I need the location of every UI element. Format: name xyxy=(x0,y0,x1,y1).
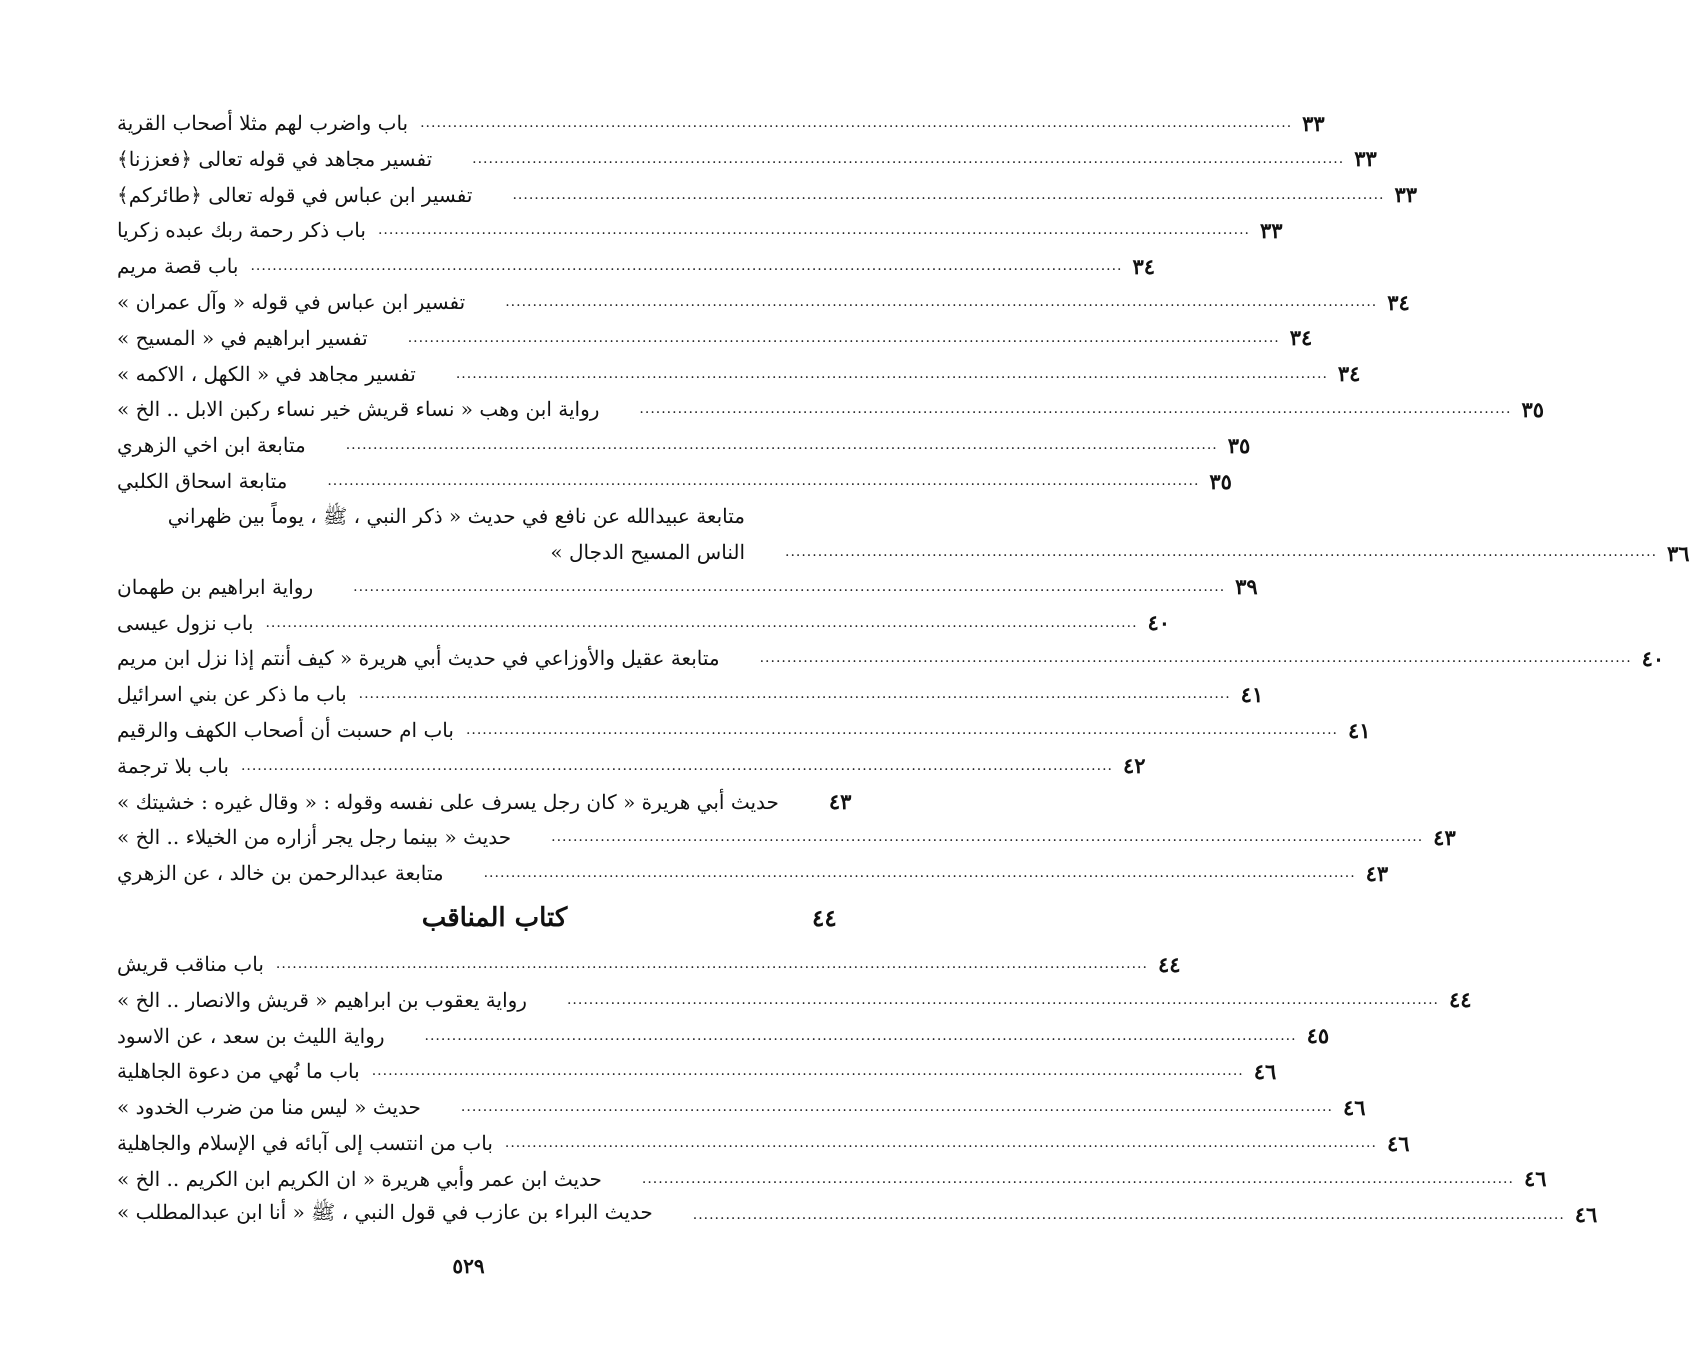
toc-entry xyxy=(117,249,1156,283)
toc-entry-page: ٤٦ xyxy=(1523,1166,1547,1192)
toc-entry-title: متابعة عبيدالله عن نافع في حديث « ذكر النبي ، ﷺ ، يوماً بين ظهراني الناس المسيح الدجال » xyxy=(167,503,745,564)
toc-entry-title: رواية الليث بن سعد ، عن الاسود xyxy=(117,1023,385,1048)
toc-entry-page: ٣٥ xyxy=(1227,432,1251,458)
toc-entry-page: ٤١ xyxy=(1240,681,1264,707)
toc-entry-page: ٣٣ xyxy=(1394,182,1418,208)
toc-entry xyxy=(117,1054,1277,1088)
toc-entry-page: ٣٤ xyxy=(1337,361,1361,387)
toc-entry xyxy=(117,641,1665,675)
dot-leader: ................................................................................................................................................................ xyxy=(275,956,1148,972)
toc-entry xyxy=(117,428,1251,462)
toc-entry-page: ٣٥ xyxy=(1521,396,1545,422)
toc-entry-title: باب ذكر رحمة ربك عبده زكريا xyxy=(117,218,366,243)
toc-entry-title: متابعة ابن اخي الزهري xyxy=(117,433,306,458)
dot-leader: ................................................................................................................................................................ xyxy=(472,150,1345,167)
toc-entry-title: متابعة اسحاق الكلبي xyxy=(117,469,288,493)
dot-leader: ................................................................................................................................................................ xyxy=(345,437,1218,454)
toc-entry-title: باب ام حسبت أن أصحاب الكهف والرقيم xyxy=(117,718,454,742)
dot-leader: ................................................................................................................................................................ xyxy=(407,329,1280,346)
dot-leader: ................................................................................................................................................................ xyxy=(641,1170,1514,1187)
toc-entry-title: تفسير مجاهد في قوله تعالى ﴿فعززنا﴾ xyxy=(117,146,433,171)
toc-entry xyxy=(117,947,1181,981)
toc-entry xyxy=(117,1126,1410,1160)
dot-leader: ................................................................................................................................................................ xyxy=(460,1099,1333,1116)
dot-leader: ................................................................................................................................................................ xyxy=(240,757,1113,774)
toc-entry xyxy=(117,1198,1598,1232)
toc-entry-page: ٤٠ xyxy=(1147,610,1171,636)
dot-leader: ................................................................................................................................................................ xyxy=(353,578,1226,595)
dot-leader: ................................................................................................................................................................ xyxy=(377,222,1250,239)
toc-entry-page: ٤٦ xyxy=(1342,1094,1366,1120)
toc-entry xyxy=(117,606,1171,640)
toc-entry xyxy=(117,321,1313,355)
toc-entry-page: ٤٢ xyxy=(1122,753,1146,779)
toc-entry-title: حديث « بينما رجل يجر أزاره من الخيلاء .. الخ » xyxy=(117,825,512,850)
toc-entry-title: رواية ابن وهب « نساء قريش خير نساء ركبن الابل .. الخ » xyxy=(117,397,600,422)
toc-entry-title: باب ما نُهي من دعوة الجاهلية xyxy=(117,1059,360,1084)
toc-entry-page: ٣٣ xyxy=(1354,146,1377,172)
dot-leader: ................................................................................................................................................................ xyxy=(512,186,1385,203)
toc-entry-page: ٤٠ xyxy=(1641,645,1665,671)
toc-entry xyxy=(117,677,1264,711)
toc-entry-page: ٤٤ xyxy=(1449,987,1472,1013)
toc-entry-page: ٣٩ xyxy=(1235,574,1258,600)
toc-entry xyxy=(117,1162,1547,1196)
toc-entry-title: تفسير ابن عباس في قوله « وآل عمران » xyxy=(117,290,466,314)
toc-entry-page: ٤١ xyxy=(1347,717,1371,743)
dot-leader: ................................................................................................................................................................ xyxy=(759,650,1632,667)
toc-entry-page: ٤٦ xyxy=(1574,1202,1598,1228)
toc-entry-page: ٣٦ xyxy=(1667,540,1690,566)
toc-entry xyxy=(117,213,1283,247)
toc-entry-title: حديث أبي هريرة « كان رجل يسرف على نفسه وقوله : « وقال غيره : خشيتك » xyxy=(117,789,779,814)
toc-entry-title: حديث ابن عمر وأبي هريرة « ان الكريم ابن الكريم .. الخ » xyxy=(117,1166,602,1191)
toc-entry xyxy=(117,856,1389,890)
dot-leader: ................................................................................................................................................................ xyxy=(465,722,1338,738)
toc-entry-title: حديث البراء بن عازب في قول النبي ، ﷺ « أنا ابن عبدالمطلب » xyxy=(117,1200,653,1225)
toc-entry xyxy=(117,983,1472,1017)
toc-entry-page: ٤٤ xyxy=(1157,951,1181,977)
toc-entry-title: باب بلا ترجمة xyxy=(117,753,229,778)
toc-entry xyxy=(117,570,1258,604)
dot-leader: ................................................................................................................................................................ xyxy=(504,1135,1377,1151)
dot-leader: ................................................................................................................................................................ xyxy=(358,686,1231,703)
toc-entry xyxy=(117,285,1410,319)
page-number: ٥٢٩ xyxy=(452,1254,485,1278)
section-title: كتاب المناقب xyxy=(421,903,568,933)
toc-entry-title: رواية ابراهيم بن طهمان xyxy=(117,574,314,599)
dot-leader: ................................................................................................................................................................ xyxy=(505,294,1378,310)
dot-leader: ................................................................................................................................................................ xyxy=(327,473,1200,489)
toc-entry-page: ٤٣ xyxy=(1365,860,1389,886)
toc-entry xyxy=(117,785,852,819)
toc-entry xyxy=(117,1090,1366,1124)
toc-entry-title: باب واضرب لهم مثلا أصحاب القرية xyxy=(117,111,409,135)
toc-entry-title: باب نزول عيسى xyxy=(117,610,254,635)
toc-entry-page: ٣٥ xyxy=(1209,468,1232,494)
dot-leader: ................................................................................................................................................................ xyxy=(455,365,1328,382)
toc-entry-page: ٣٤ xyxy=(1387,289,1410,315)
toc-entry xyxy=(117,749,1146,783)
toc-entry-page: ٤٣ xyxy=(828,789,852,815)
dot-leader: ................................................................................................................................................................ xyxy=(566,991,1439,1008)
dot-leader: ................................................................................................................................................................ xyxy=(424,1027,1297,1044)
toc-entry-page: ٣٣ xyxy=(1259,217,1283,243)
toc-entry xyxy=(117,713,1371,747)
toc-entry xyxy=(117,392,1545,426)
toc-entry-title: تفسير مجاهد في « الكهل ، الاكمه » xyxy=(117,361,416,386)
toc-entry xyxy=(117,106,1325,140)
toc-entry xyxy=(117,500,1690,570)
toc-entry-title: متابعة عبدالرحمن بن خالد ، عن الزهري xyxy=(117,861,444,886)
dot-leader: ................................................................................................................................................................ xyxy=(639,401,1512,418)
toc-entry-page: ٤٥ xyxy=(1306,1023,1330,1049)
dot-leader: ................................................................................................................................................................ xyxy=(483,865,1356,882)
toc-entry-title: متابعة عقيل والأوزاعي في حديث أبي هريرة « كيف أنتم إذا نزل ابن مريم xyxy=(117,646,720,671)
toc-entry xyxy=(117,178,1418,212)
toc-entry-title: باب من انتسب إلى آبائه في الإسلام والجاهلية xyxy=(117,1131,493,1155)
section-page-number: ٤٤ xyxy=(812,904,837,932)
toc-entry-page: ٣٤ xyxy=(1289,325,1313,351)
toc-entry-page: ٤٣ xyxy=(1433,824,1456,850)
toc-entry-title: باب قصة مريم xyxy=(117,254,239,279)
toc-entry-page: ٤٦ xyxy=(1386,1130,1410,1156)
toc-entry-title: رواية يعقوب بن ابراهيم « قريش والانصار .. الخ » xyxy=(117,987,527,1012)
dot-leader: ................................................................................................................................................................ xyxy=(692,1206,1565,1223)
toc-entry-title: تفسير ابن عباس في قوله تعالى ﴿طائركم﴾ xyxy=(117,182,473,207)
dot-leader: ................................................................................................................................................................ xyxy=(250,258,1123,275)
toc-entry-page: ٣٣ xyxy=(1302,110,1325,136)
toc-entry xyxy=(117,1019,1330,1053)
dot-leader: ................................................................................................................................................................ xyxy=(265,614,1138,631)
toc-entry-title: باب ما ذكر عن بني اسرائيل xyxy=(117,682,347,707)
toc-entry-title: باب مناقب قريش xyxy=(117,952,264,976)
dot-leader: ................................................................................................................................................................ xyxy=(420,115,1293,131)
toc-entry xyxy=(117,464,1232,498)
toc-entry-page: ٣٤ xyxy=(1132,253,1156,279)
toc-entry xyxy=(117,820,1456,854)
section-heading xyxy=(117,898,852,938)
dot-leader: ................................................................................................................................................................ xyxy=(551,829,1424,846)
toc-entry xyxy=(117,142,1377,176)
toc-entry-title: تفسير ابراهيم في « المسيح » xyxy=(117,325,368,350)
toc-entry xyxy=(117,357,1361,391)
toc-entry-page: ٤٦ xyxy=(1253,1058,1277,1084)
dot-leader: ................................................................................................................................................................ xyxy=(371,1063,1244,1080)
toc-entry-title: حديث « ليس منا من ضرب الخدود » xyxy=(117,1095,421,1120)
dot-leader: ................................................................................................................................................................ xyxy=(785,543,1658,560)
